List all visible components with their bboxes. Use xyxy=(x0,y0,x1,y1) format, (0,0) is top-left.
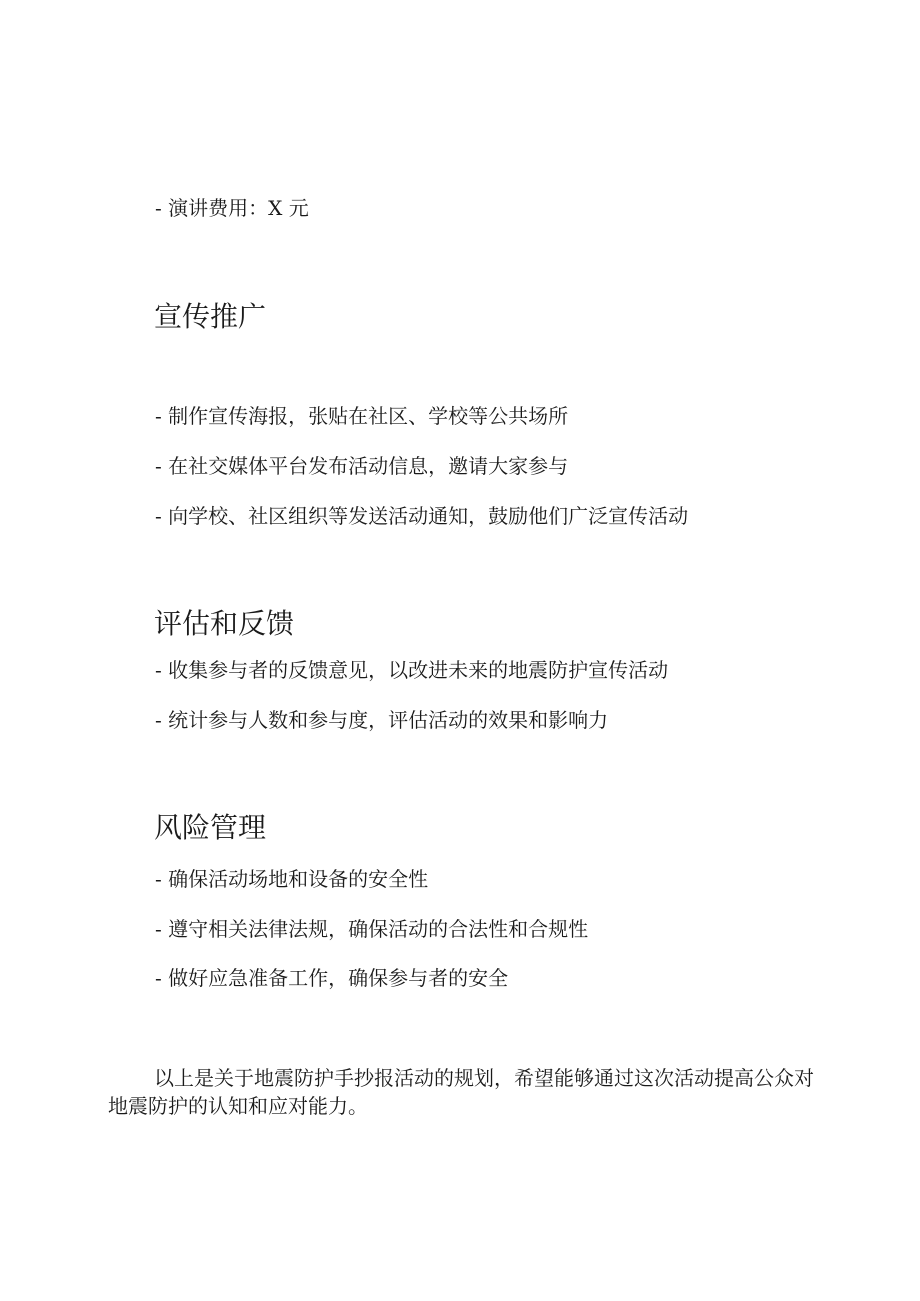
risk-item: - 遵守相关法律法规，确保活动的合法性和合规性 xyxy=(155,917,589,941)
risk-item: - 做好应急准备工作，确保参与者的安全 xyxy=(155,966,509,990)
evaluation-item: - 统计参与人数和参与度，评估活动的效果和影响力 xyxy=(155,708,609,732)
risk-item: - 确保活动场地和设备的安全性 xyxy=(155,867,429,891)
conclusion-paragraph: 以上是关于地震防护手抄报活动的规划，希望能够通过这次活动提高公众对地震防护的认知和应对能力。 xyxy=(108,1066,814,1118)
section-heading-risk: 风险管理 xyxy=(154,811,267,844)
promotion-item: - 向学校、社区组织等发送活动通知，鼓励他们广泛宣传活动 xyxy=(155,504,689,528)
evaluation-item: - 收集参与者的反馈意见，以改进未来的地震防护宣传活动 xyxy=(155,658,669,682)
budget-item-speech-fee: - 演讲费用：X 元 xyxy=(155,196,309,220)
section-heading-promotion: 宣传推广 xyxy=(154,300,267,333)
promotion-item: - 在社交媒体平台发布活动信息，邀请大家参与 xyxy=(155,454,569,478)
section-heading-evaluation: 评估和反馈 xyxy=(154,607,295,640)
promotion-item: - 制作宣传海报，张贴在社区、学校等公共场所 xyxy=(155,404,569,428)
